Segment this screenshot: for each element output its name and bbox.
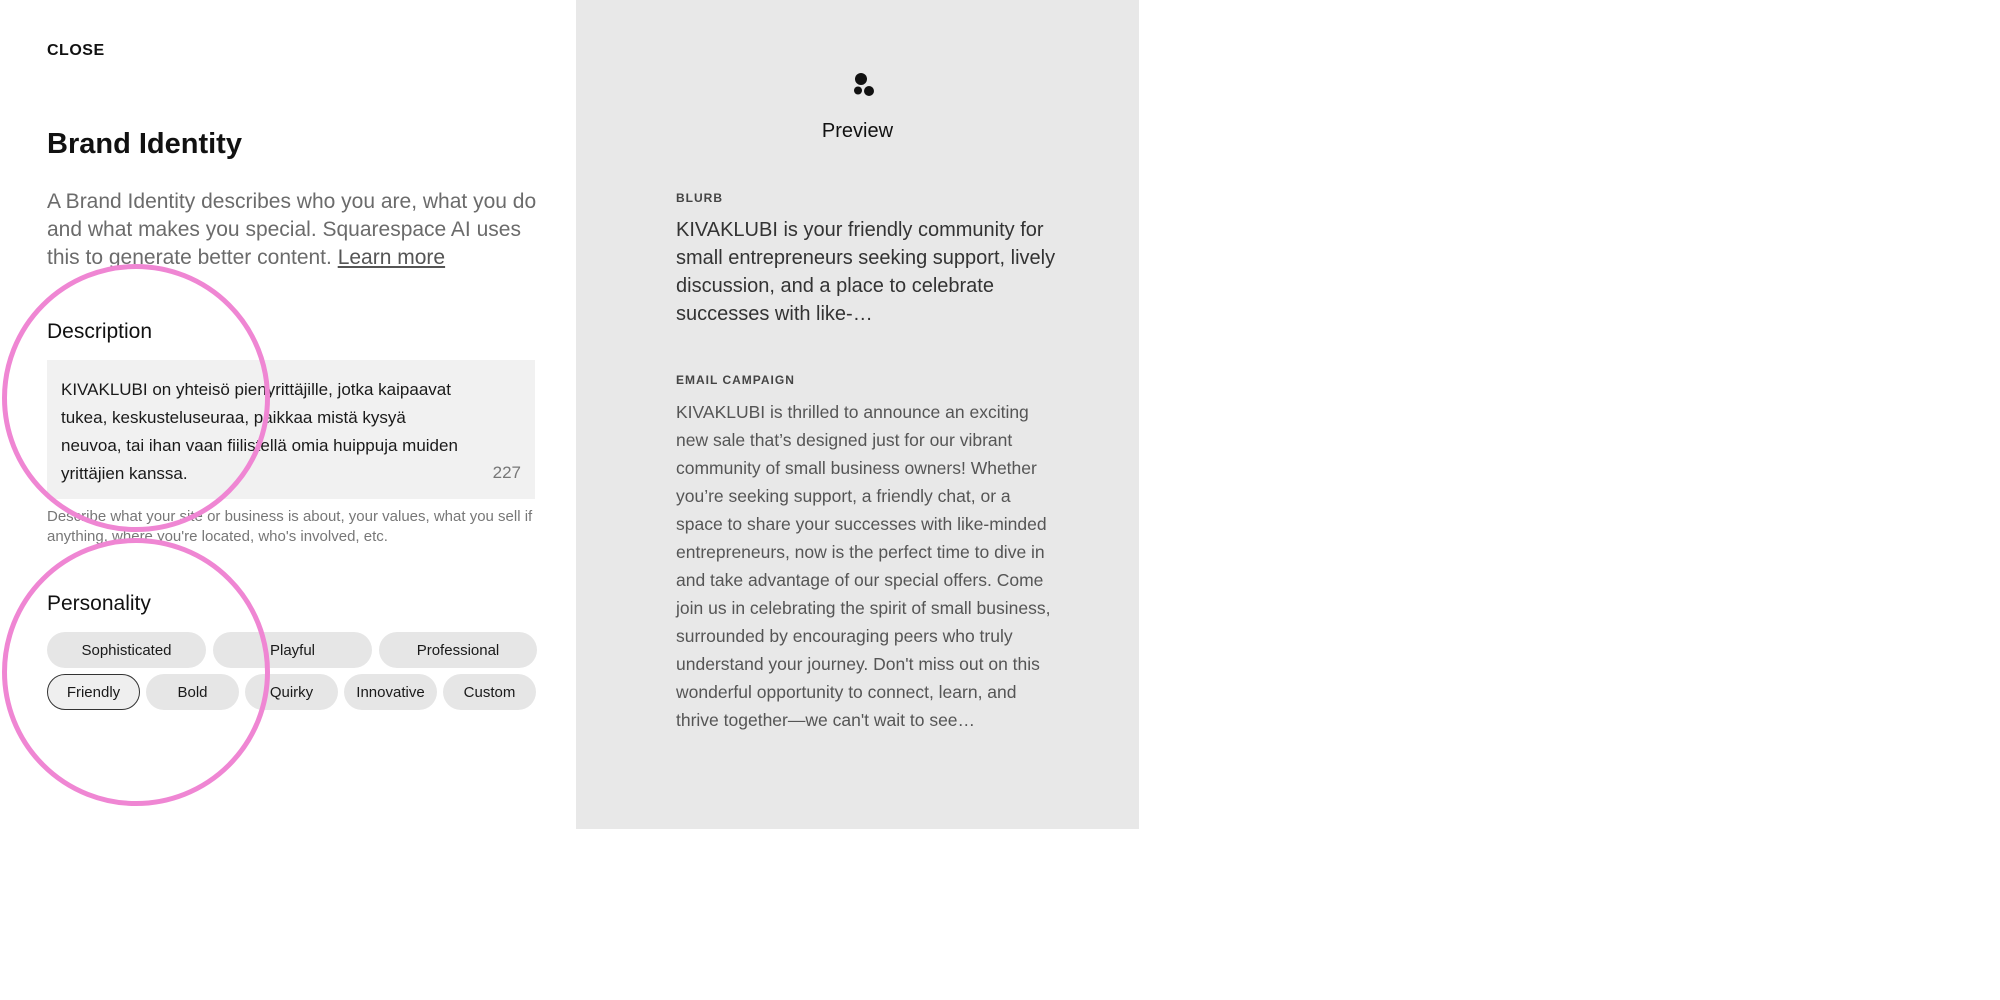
description-label: Description — [47, 320, 153, 343]
intro-text — [47, 188, 537, 272]
email-campaign-text: KIVAKLUBI is thrilled to announce an exciting new sale that’s designed just for our vibrant community of small business owners! Whether you’re seeking support, a friendly chat, or a space to share your successes with like-minded entrepreneurs, now is the perfect time to dive in and take advantage of our special offers. Come join us in celebrating the spirit of small business, surrounded by encouraging peers who truly understand your journey. Don't miss out on this wonderful opportunity to connect, learn, and thrive together—we can't wait to see… — [676, 402, 1051, 730]
personality-option-quirky[interactable]: Quirky — [245, 674, 338, 710]
personality-option-custom[interactable]: Custom — [443, 674, 536, 710]
preview-panel — [576, 0, 1139, 829]
personality-option-professional[interactable]: Professional — [379, 632, 537, 668]
blurb-label: BLURB — [676, 191, 723, 205]
description-field[interactable] — [47, 360, 535, 499]
personality-option-sophisticated[interactable]: Sophisticated — [47, 632, 206, 668]
page-title: Brand Identity — [47, 128, 242, 160]
close-button[interactable]: CLOSE — [47, 42, 105, 59]
blurb-text: KIVAKLUBI is your friendly community for small entrepreneurs seeking support, lively discussion, and a place to celebrate successes with like-… — [676, 219, 1056, 325]
personality-option-playful[interactable]: Playful — [213, 632, 372, 668]
personality-option-innovative[interactable]: Innovative — [344, 674, 437, 710]
preview-title: Preview — [821, 120, 894, 142]
three-dots-logo-icon — [852, 72, 878, 98]
personality-option-bold[interactable]: Bold — [146, 674, 239, 710]
email-campaign-label: EMAIL CAMPAIGN — [676, 373, 795, 387]
character-count: 227 — [492, 463, 521, 482]
brand-identity-panel — [0, 0, 576, 828]
personality-option-friendly[interactable]: Friendly — [47, 674, 140, 710]
description-value[interactable]: KIVAKLUBI on yhteisö pienyrittäjille, jotka kaipaavat tukea, keskusteluseuraa, paikkaa mistä kysyä neuvoa, tai ihan vaan fiilistellä omia huippuja muiden yrittäjien kanssa. — [61, 380, 458, 483]
intro-body: A Brand Identity describes who you are, what you do and what makes you special. Squarespace AI uses this to generate better content. — [47, 190, 537, 269]
description-hint: Describe what your site or business is about, your values, what you sell if anything, where you're located, who's involved, etc. — [47, 508, 533, 545]
highlight-circle-personality — [2, 538, 270, 806]
learn-more-link[interactable]: Learn more — [337, 246, 446, 269]
personality-label: Personality — [47, 592, 151, 615]
